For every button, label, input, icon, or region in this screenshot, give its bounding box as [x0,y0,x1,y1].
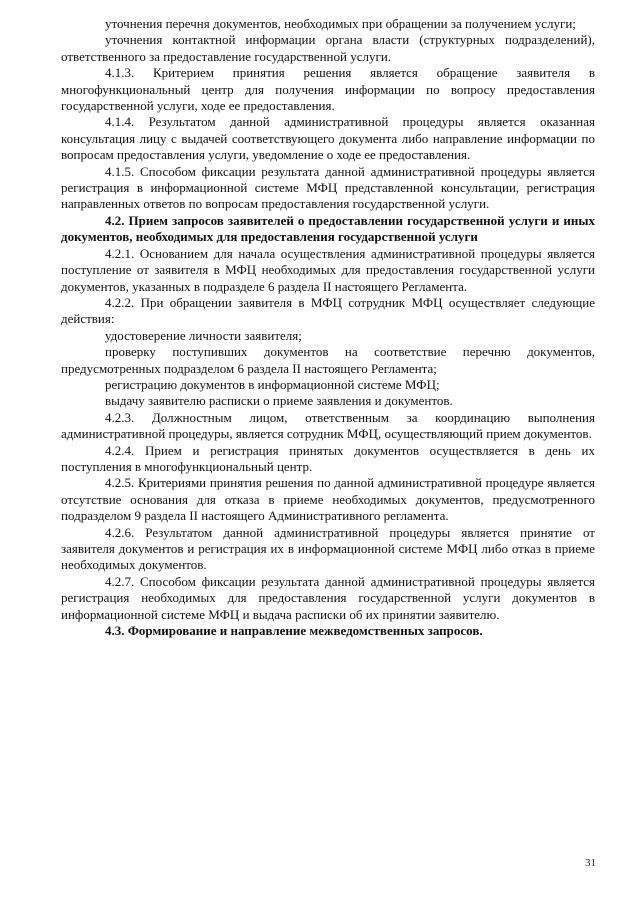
section-heading: 4.2. Прием запросов заявителей о предоставлении государственной услуги и иных документов, необходимых для предоставления государственной услуги [61,212,595,245]
paragraph: 4.1.3. Критерием принятия решения является обращение заявителя в многофункциональный центр для получения информации по вопросу предоставления государственной услуги, ходе ее предоставления. [61,65,595,114]
paragraph: 4.2.4. Прием и регистрация принятых документов осуществляется в день их поступления в многофункциональный центр. [61,442,595,474]
section-heading: 4.3. Формирование и направление межведомственных запросов. [105,623,483,639]
paragraph: 4.2.5. Критериями принятия решения по данной административной процедуре является отсутствие основания для отказа в приеме необходимых документов, предусмотренного подразделом 9 раздела II настоящего Административного регламента. [61,475,595,524]
paragraph: 4.2.2. При обращении заявителя в МФЦ сотрудник МФЦ осуществляет следующие действия: [61,294,595,327]
list-item: выдачу заявителю расписки о приеме заявления и документов. [105,393,453,409]
paragraph: 4.2.1. Основанием для начала осуществления административной процедуры является поступление от заявителя в МФЦ необходимых для предоставления государственной услуги документов, указанных в подразделе 6 раздела II настоящего Регламента. [61,245,595,294]
list-item: проверку поступивших документов на соответствие перечню документов, предусмотренных подразделом 6 раздела II настоящего Регламента; [61,344,595,376]
list-item: регистрацию документов в информационной системе МФЦ; [105,376,440,392]
paragraph: 4.2.6. Результатом данной административной процедуры является принятие от заявителя документов и регистрация их в информационной системе МФЦ либо отказ в приеме необходимых документов. [61,524,595,573]
paragraph: уточнения контактной информации органа власти (структурных подразделений), ответственного за предоставление государственной услуги. [61,32,595,64]
paragraph: 4.1.4. Результатом данной административной процедуры является оказанная консультация лицу с выдачей соответствующего документа либо направление информации по вопросам предоставления услуги, уведомление о ходе ее предоставления. [61,114,595,163]
paragraph: 4.1.5. Способом фиксации результата данной административной процедуры является регистрация в информационной системе МФЦ представленной консультации, регистрация направленных ответов по вопросам предоставления государственной услуги. [61,163,595,212]
paragraph: 4.2.3. Должностным лицом, ответственным за координацию выполнения административной процедуры, является сотрудник МФЦ, осуществляющий прием документов. [61,409,595,442]
page-number: 31 [585,857,596,869]
paragraph: 4.2.7. Способом фиксации результата данной административной процедуры является регистрация необходимых для предоставления государственной услуги документов в информационной системе МФЦ и выдача расписки об их принятии заявителю. [61,573,595,622]
list-item: удостоверение личности заявителя; [105,327,302,343]
paragraph: уточнения перечня документов, необходимых при обращении за получением услуги; [105,16,576,31]
document-page [61,16,595,639]
